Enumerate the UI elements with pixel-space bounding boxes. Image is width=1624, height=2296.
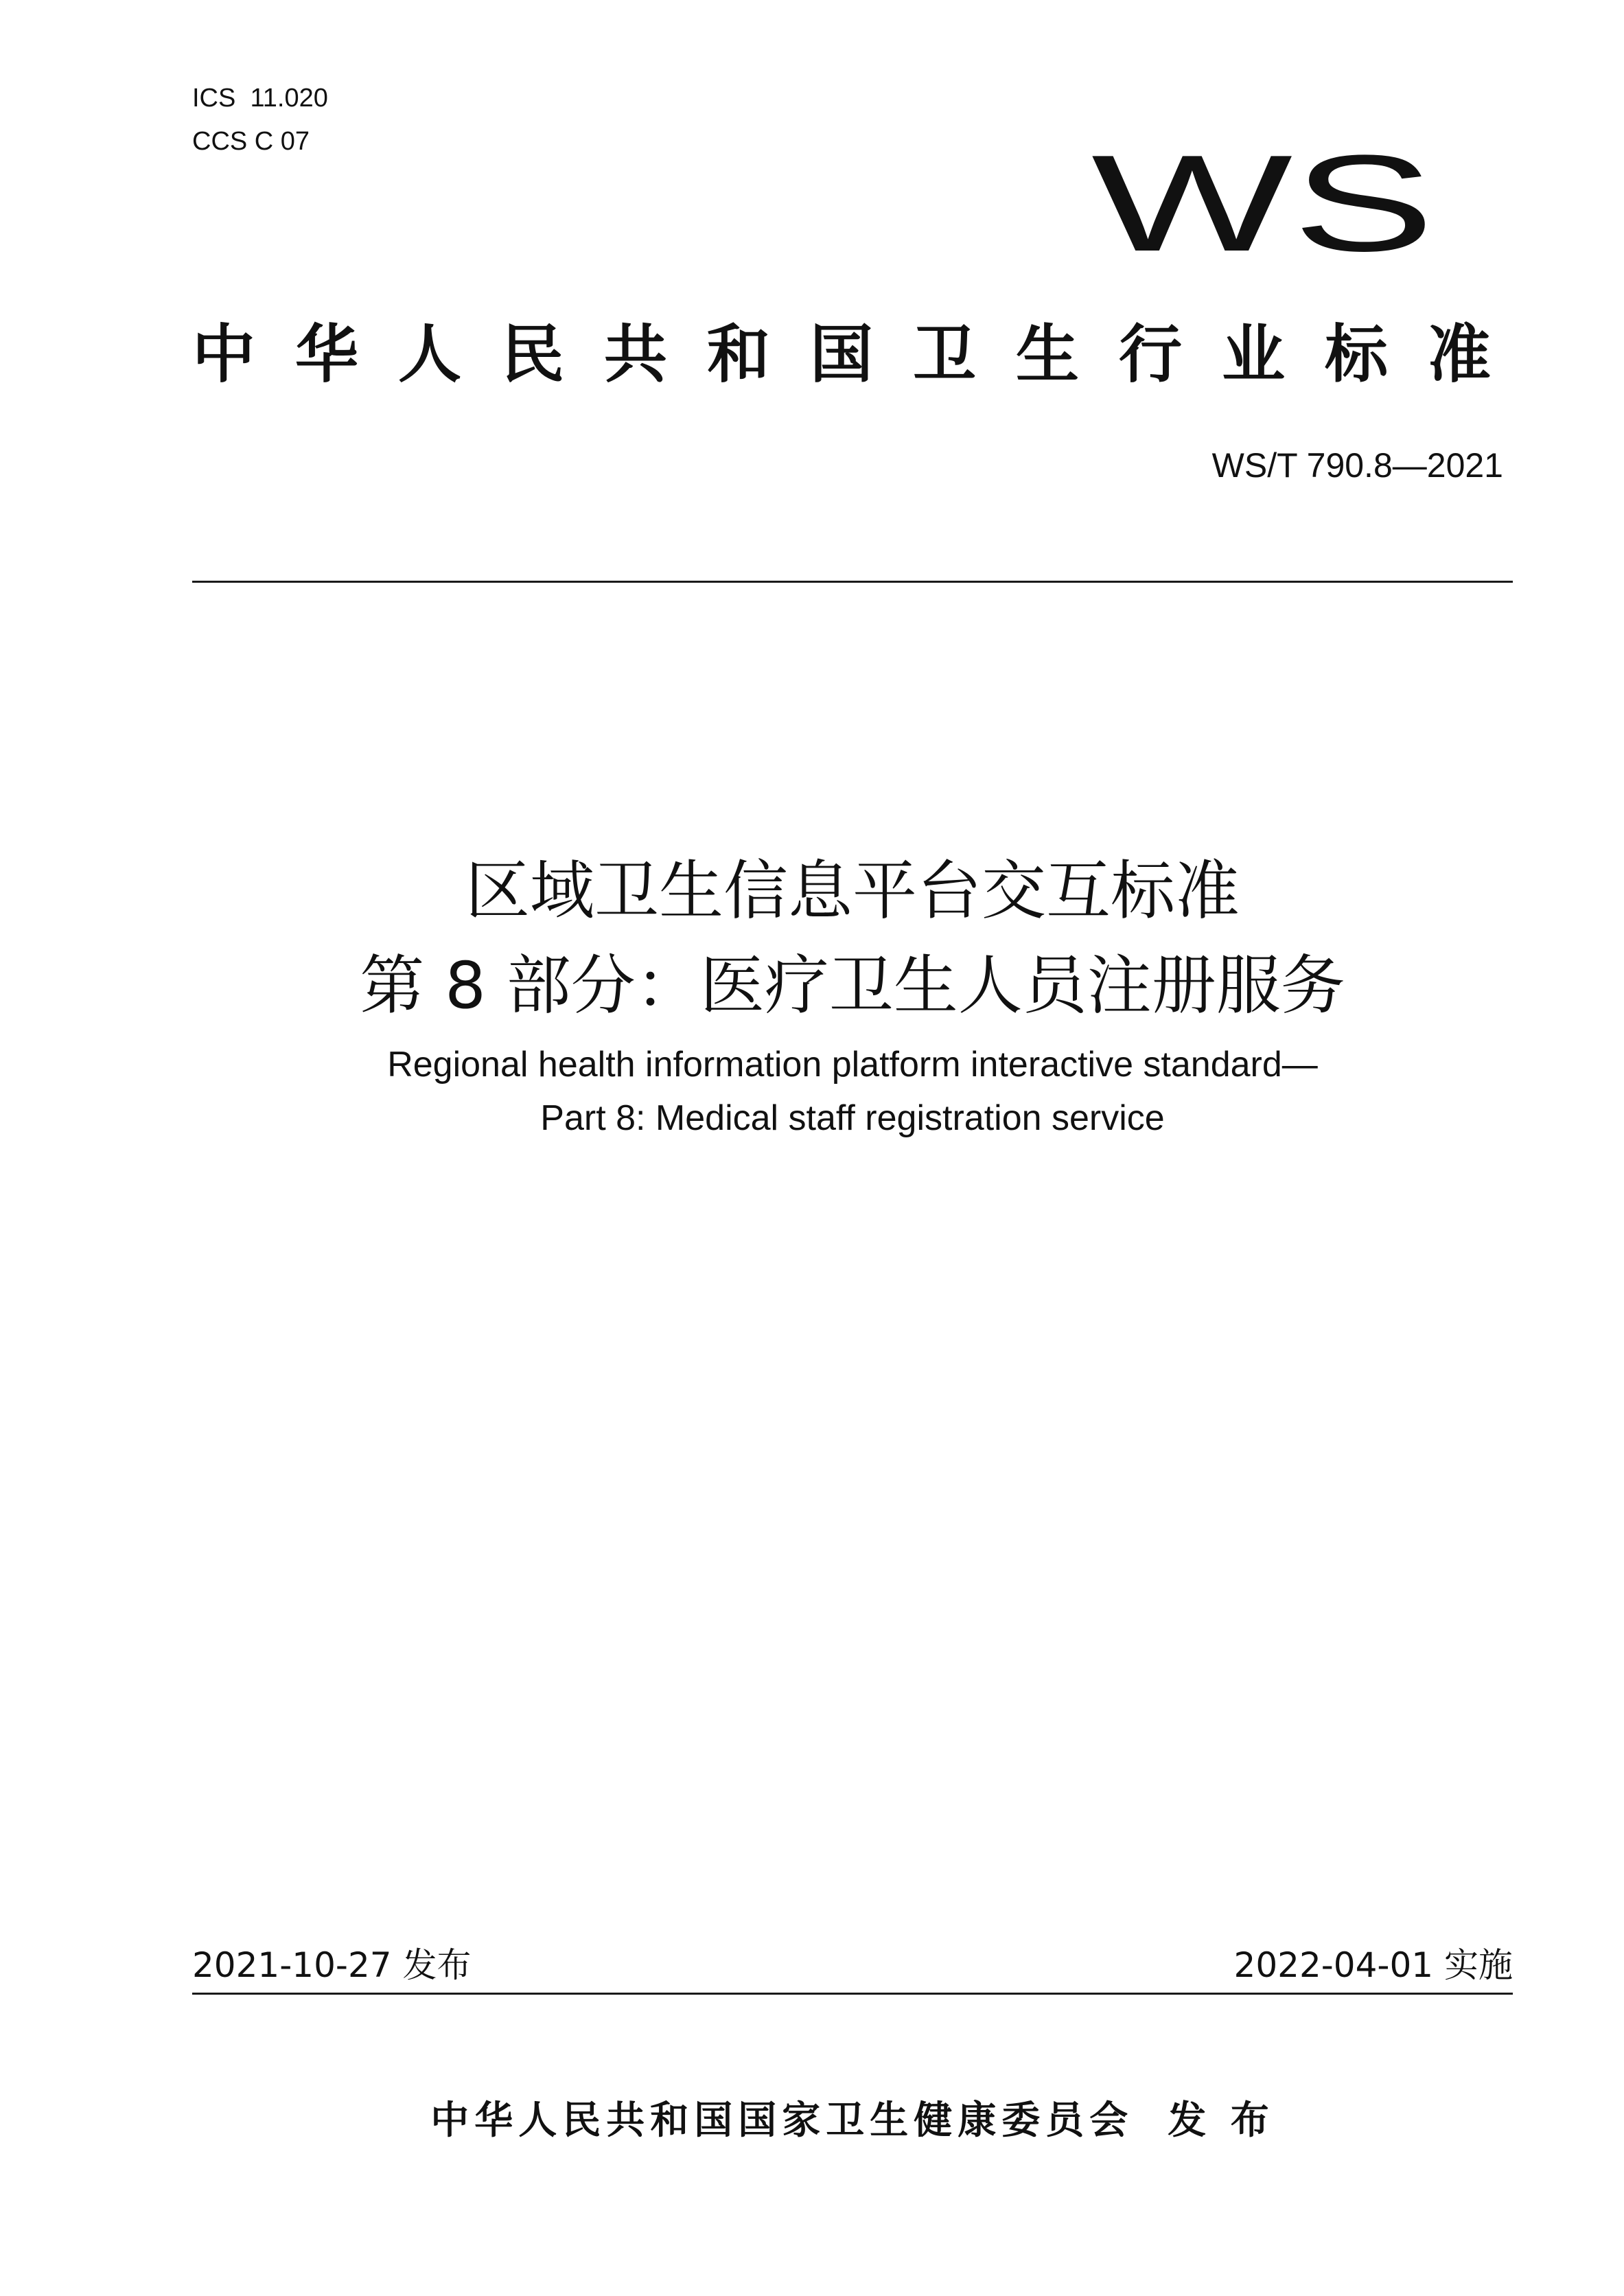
title-block <box>192 844 1513 1145</box>
issue-date: 2021-10-27 发布 <box>192 1945 472 1985</box>
ws-logo-text: WS <box>1091 148 1435 264</box>
ics-code: ICS 11.020 <box>192 84 328 113</box>
issuer-action: 发 布 <box>1168 2098 1275 2143</box>
bottom-divider <box>192 1993 1513 1995</box>
standard-category: 中华人民共和国卫生行业标准 <box>192 318 1531 391</box>
ccs-code: CCS C 07 <box>192 127 310 156</box>
implementation-date: 2022-04-01 实施 <box>1233 1945 1513 1985</box>
issuer-name: 中华人民共和国国家卫生健康委员会 <box>430 2098 1134 2143</box>
title-chinese-line-1: 区域卫生信息平台交互标准 <box>465 854 1240 929</box>
issuer-line <box>192 2097 1513 2145</box>
title-chinese-line-2: 第 8 部分：医疗卫生人员注册服务 <box>360 949 1345 1023</box>
top-divider <box>192 581 1513 583</box>
ws-logo <box>1084 148 1441 264</box>
title-english-line-1: Regional health information platform interactive standard— <box>387 1045 1318 1085</box>
title-english-line-2: Part 8: Medical staff registration service <box>540 1098 1165 1138</box>
standard-number: WS/T 790.8—2021 <box>1211 446 1503 485</box>
